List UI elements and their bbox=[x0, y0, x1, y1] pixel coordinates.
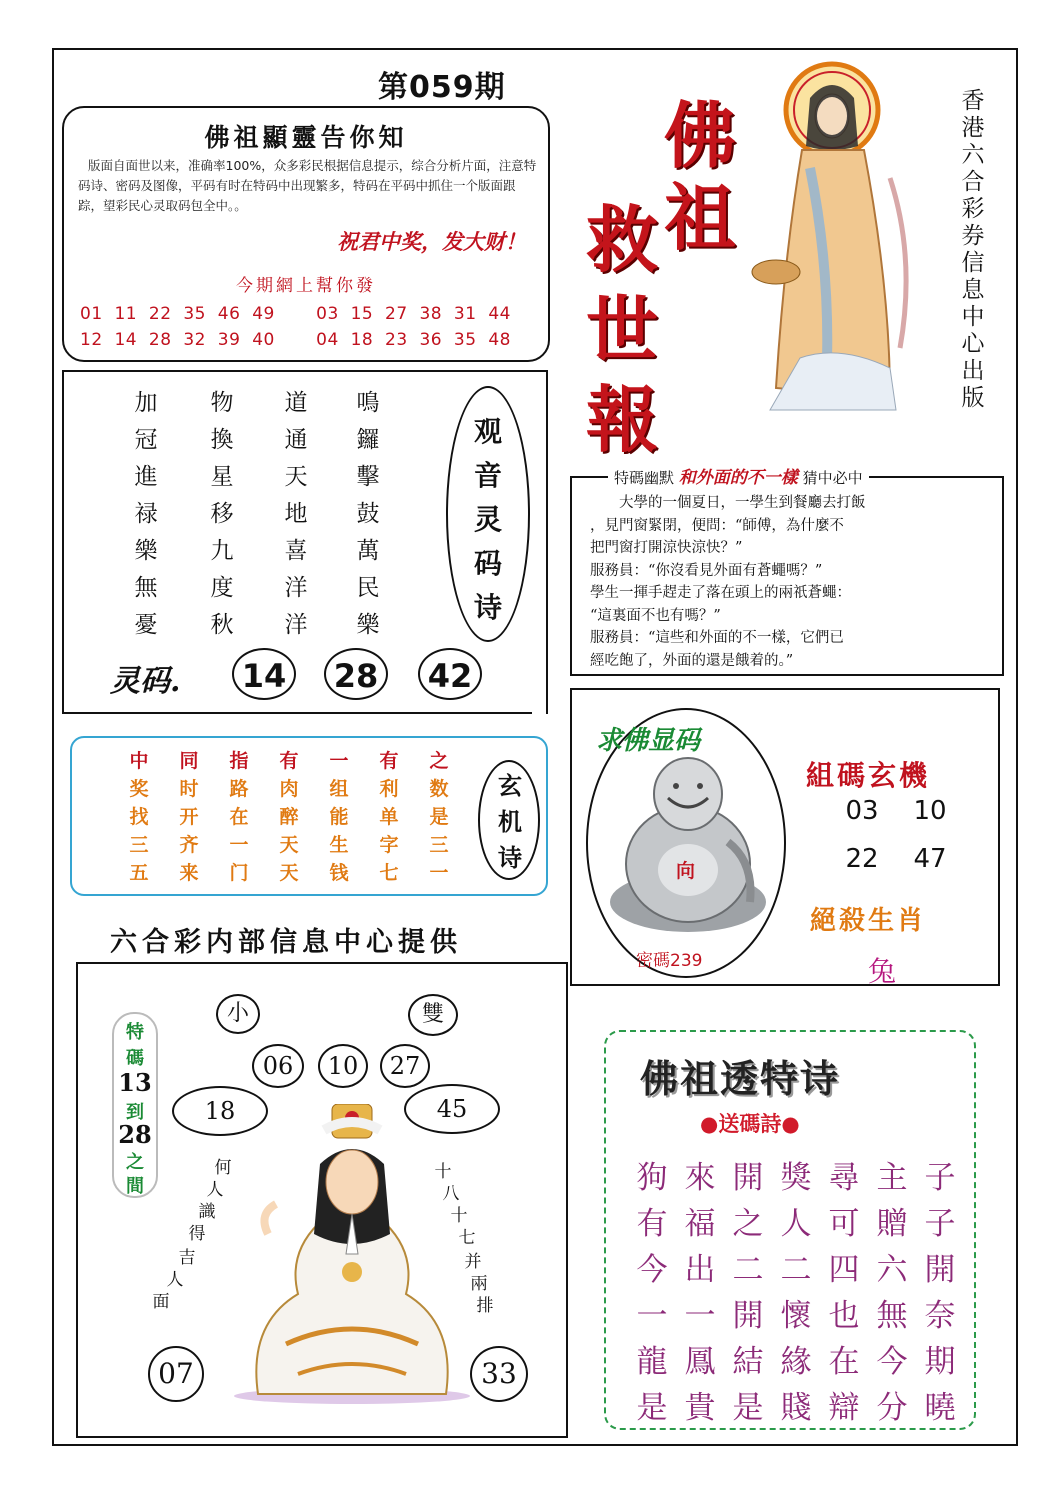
special-poem-char: 之 bbox=[732, 1206, 764, 1242]
special-poem-char: 今 bbox=[636, 1252, 668, 1288]
number-circle: 10 bbox=[318, 1044, 368, 1088]
poem-char: 通 bbox=[284, 427, 308, 453]
joke-label: 特碼幽默 bbox=[614, 469, 675, 487]
xuanji-char: 开 bbox=[179, 806, 199, 828]
joke-line: 經吃飽了，外面的還是餓着的。” bbox=[590, 652, 794, 669]
xuanji-char: 在 bbox=[229, 806, 249, 828]
title-char: 世 bbox=[586, 287, 659, 372]
secret-code: 密碼239 bbox=[636, 951, 703, 971]
poem-char: 萬 bbox=[356, 538, 380, 564]
xuanji-char: 路 bbox=[229, 778, 249, 800]
joke-line: “這裏面不也有嗎？” bbox=[590, 607, 721, 624]
number-oval: 45 bbox=[404, 1084, 500, 1134]
double-circle: 雙 bbox=[408, 994, 458, 1036]
xuanji-char: 门 bbox=[229, 862, 249, 884]
group-code-title: 組碼玄機 bbox=[806, 759, 931, 792]
title-char: 救 bbox=[586, 197, 659, 282]
xuanji-char: 一 bbox=[229, 834, 249, 856]
number-row-2: 12 14 28 32 39 40 04 18 23 36 35 48 bbox=[80, 330, 511, 350]
poem-char: 無 bbox=[134, 575, 158, 601]
poem-char: 鑼 bbox=[356, 427, 380, 453]
group-code-number: 10 bbox=[913, 796, 947, 826]
joke-line: 大學的一個夏日，一學生到餐廳去打飯 bbox=[590, 495, 866, 511]
poem-char: 換 bbox=[210, 427, 234, 453]
number-circle: 33 bbox=[470, 1346, 528, 1402]
special-poem-char: 賤 bbox=[780, 1390, 812, 1426]
poem-char: 禄 bbox=[134, 501, 158, 527]
special-poem-char: 龍 bbox=[636, 1344, 668, 1380]
poem-char: 冠 bbox=[134, 427, 158, 453]
poem-char: 秋 bbox=[210, 612, 234, 638]
xuanji-char: 有 bbox=[379, 750, 399, 772]
number-circle: 07 bbox=[148, 1346, 204, 1402]
phrase-char: 人 bbox=[206, 1180, 224, 1200]
joke-body bbox=[590, 492, 990, 672]
xuanji-char: 生 bbox=[329, 834, 349, 856]
poem-char: 民 bbox=[356, 575, 380, 601]
special-poem-char: 子 bbox=[924, 1206, 956, 1242]
poem-char: 洋 bbox=[284, 612, 308, 638]
lingma-number: 42 bbox=[418, 648, 482, 700]
xuanji-char: 奖 bbox=[129, 778, 149, 800]
xuanji-char: 找 bbox=[129, 806, 149, 828]
xuanji-char: 来 bbox=[179, 862, 199, 884]
number-oval: 18 bbox=[172, 1086, 268, 1136]
phrase-char: 識 bbox=[198, 1202, 216, 1222]
special-poem-char: 分 bbox=[876, 1390, 908, 1426]
group-code-number: 47 bbox=[913, 844, 947, 874]
xuanji-char: 是 bbox=[429, 806, 449, 828]
special-poem-char: 緣 bbox=[780, 1344, 812, 1380]
phrase-char: 吉 bbox=[178, 1248, 196, 1268]
poem-char: 天 bbox=[284, 464, 308, 490]
special-poem-char: 六 bbox=[876, 1252, 908, 1288]
special-poem-char: 無 bbox=[876, 1298, 908, 1334]
special-poem-char: 四 bbox=[828, 1252, 860, 1288]
phrase-char: 何 bbox=[214, 1158, 232, 1178]
title-char: 佛 bbox=[664, 93, 737, 178]
notice-title: 佛祖顯靈告你知 bbox=[204, 123, 408, 152]
special-poem-char: 主 bbox=[876, 1160, 908, 1196]
special-poem-char: 懷 bbox=[780, 1298, 812, 1334]
special-poem-char: 是 bbox=[636, 1390, 668, 1426]
special-poem-char: 二 bbox=[780, 1252, 812, 1288]
special-poem-char: 奈 bbox=[924, 1298, 956, 1334]
notice-box bbox=[62, 106, 550, 362]
xuanji-title-char: 玄 bbox=[498, 771, 522, 800]
notice-subtitle: 今期網上幫你發 bbox=[236, 276, 376, 296]
special-poem-char: 貴 bbox=[684, 1390, 716, 1426]
special-poem-char: 鳳 bbox=[684, 1344, 716, 1380]
special-poem-char: 在 bbox=[828, 1344, 860, 1380]
phrase-char: 并 bbox=[464, 1252, 482, 1272]
joke-line: 學生一揮手趕走了落在頭上的兩祇蒼蠅： bbox=[590, 585, 851, 601]
poem-char: 進 bbox=[134, 464, 158, 490]
xuanji-char: 天 bbox=[279, 862, 299, 884]
notice-wish: 祝君中奖，发大财！ bbox=[337, 230, 526, 254]
provider-line: 六合彩内部信息中心提供 bbox=[110, 927, 462, 958]
xuanji-char: 五 bbox=[129, 862, 149, 884]
issue-number: 第059期 bbox=[378, 70, 506, 105]
special-poem-char: 出 bbox=[684, 1252, 716, 1288]
xuanji-char: 七 bbox=[379, 862, 399, 884]
laughing-buddha-illustration bbox=[604, 752, 770, 936]
xuanji-char: 醉 bbox=[279, 806, 299, 828]
phrase-char: 七 bbox=[458, 1228, 476, 1248]
special-poem-char: 狗 bbox=[636, 1160, 668, 1196]
special-poem-title: 佛祖透特诗 bbox=[640, 1056, 841, 1101]
title-char: 祖 bbox=[664, 175, 737, 260]
xuanji-char: 肉 bbox=[279, 778, 299, 800]
special-poem-char: 獎 bbox=[780, 1160, 812, 1196]
buddha-char: 向 bbox=[676, 860, 696, 882]
group-code-number: 03 bbox=[845, 796, 879, 826]
lingma-label: 灵码. bbox=[110, 664, 181, 699]
publisher: 香港六合彩券信息中心出版 bbox=[961, 88, 985, 411]
poem-title-char: 灵 bbox=[473, 503, 502, 536]
poem-title-char: 诗 bbox=[473, 591, 502, 624]
special-poem-char: 一 bbox=[684, 1298, 716, 1334]
special-poem-char: 福 bbox=[684, 1206, 716, 1242]
poem-char: 樂 bbox=[134, 538, 158, 564]
tema-text: 到 bbox=[126, 1102, 144, 1123]
phrase-char: 八 bbox=[442, 1184, 460, 1204]
lingma-number: 14 bbox=[232, 648, 296, 700]
xuanji-char: 有 bbox=[279, 750, 299, 772]
xuanji-char: 之 bbox=[429, 750, 449, 772]
xuanji-title-char: 诗 bbox=[498, 843, 522, 872]
poem-char: 樂 bbox=[356, 612, 380, 638]
special-poem-char: 期 bbox=[924, 1344, 956, 1380]
xuanji-title-char: 机 bbox=[498, 807, 522, 836]
xuanji-char: 齐 bbox=[179, 834, 199, 856]
joke-line: 把門窗打開涼快涼快？” bbox=[590, 540, 743, 556]
poem-title-char: 音 bbox=[473, 459, 502, 492]
tema-text: 特 bbox=[126, 1022, 144, 1043]
poem-char: 地 bbox=[284, 501, 308, 527]
poem-char: 鼓 bbox=[356, 501, 380, 527]
poem-char: 加 bbox=[134, 390, 158, 416]
phrase-char: 面 bbox=[152, 1292, 170, 1312]
special-poem-char: 來 bbox=[684, 1160, 716, 1196]
phrase-char: 人 bbox=[166, 1270, 184, 1290]
special-poem-char: 開 bbox=[732, 1160, 764, 1196]
xuanji-char: 组 bbox=[329, 778, 349, 800]
number-row-1: 01 11 22 35 46 49 03 15 27 38 31 44 bbox=[80, 304, 511, 324]
special-poem-char: 開 bbox=[924, 1252, 956, 1288]
number-circle: 06 bbox=[252, 1044, 304, 1088]
xuanji-char: 同 bbox=[179, 750, 199, 772]
poem-char: 物 bbox=[210, 390, 234, 416]
joke-header bbox=[608, 463, 869, 488]
joke-suffix: 猜中必中 bbox=[802, 469, 863, 487]
tema-text: 13 bbox=[118, 1068, 152, 1097]
phrase-char: 兩 bbox=[470, 1274, 488, 1294]
number-circle: 27 bbox=[380, 1044, 430, 1088]
poem-char: 星 bbox=[210, 464, 234, 490]
special-poem-char: 也 bbox=[828, 1298, 860, 1334]
xuanji-char: 字 bbox=[379, 834, 399, 856]
xuanji-char: 时 bbox=[179, 778, 199, 800]
xuanji-char: 一 bbox=[429, 862, 449, 884]
special-poem-char: 一 bbox=[636, 1298, 668, 1334]
joke-line: ，見門窗緊閉，便問：“師傅，為什麼不 bbox=[590, 517, 844, 534]
xuanji-char: 天 bbox=[279, 834, 299, 856]
special-poem-char: 結 bbox=[732, 1344, 764, 1380]
divider bbox=[62, 712, 532, 714]
special-poem-char: 曉 bbox=[924, 1390, 956, 1426]
special-poem-char: 尋 bbox=[828, 1160, 860, 1196]
tema-text: 間 bbox=[126, 1176, 144, 1197]
phrase-char: 十 bbox=[450, 1206, 468, 1226]
guanyin-seated-illustration bbox=[228, 1104, 476, 1404]
kill-zodiac-value: 兔 bbox=[868, 955, 897, 988]
special-poem-char: 人 bbox=[780, 1206, 812, 1242]
kill-zodiac-title: 絕殺生肖 bbox=[810, 906, 927, 936]
xuanji-char: 能 bbox=[329, 806, 349, 828]
phrase-char: 得 bbox=[188, 1224, 206, 1244]
xuanji-char: 利 bbox=[379, 778, 399, 800]
special-poem-subtitle: ●送碼詩● bbox=[700, 1112, 800, 1136]
phrase-char: 十 bbox=[434, 1162, 452, 1182]
poem-char: 鳴 bbox=[356, 390, 380, 416]
xuanji-char: 中 bbox=[129, 750, 149, 772]
joke-line: 服務員：“這些和外面的不一樣，它們已 bbox=[590, 630, 844, 646]
poem-title-char: 码 bbox=[473, 547, 502, 580]
buddha-label: 求佛显码 bbox=[596, 726, 701, 756]
xuanji-char: 三 bbox=[129, 834, 149, 856]
special-poem-char: 有 bbox=[636, 1206, 668, 1242]
group-code-number: 22 bbox=[845, 844, 879, 874]
poem-char: 度 bbox=[210, 575, 234, 601]
phrase-char: 排 bbox=[476, 1296, 494, 1316]
special-poem-char: 開 bbox=[732, 1298, 764, 1334]
notice-body: 版面自面世以来，准确率100%，众多彩民根据信息提示，综合分析片面，注意特码诗、密码及图像，平码有时在特码中出现繁多，特码在平码中抓住一个版面跟踪，望彩民心灵取码包全中。。 bbox=[78, 158, 537, 213]
poem-char: 九 bbox=[210, 538, 234, 564]
poem-char: 移 bbox=[210, 501, 234, 527]
poem-char: 憂 bbox=[134, 612, 158, 638]
special-poem-char: 辯 bbox=[828, 1390, 860, 1426]
tema-text: 之 bbox=[126, 1152, 144, 1173]
tema-text: 28 bbox=[118, 1120, 152, 1149]
joke-line: 服務員：“你沒看見外面有蒼蠅嗎？” bbox=[590, 562, 823, 579]
xuanji-char: 钱 bbox=[329, 862, 349, 884]
poem-char: 洋 bbox=[284, 575, 308, 601]
special-poem-char: 二 bbox=[732, 1252, 764, 1288]
poem-char: 喜 bbox=[284, 538, 308, 564]
special-poem-char: 贈 bbox=[876, 1206, 908, 1242]
xuanji-char: 三 bbox=[429, 834, 449, 856]
poem-title-char: 观 bbox=[473, 415, 502, 448]
small-circle: 小 bbox=[216, 994, 260, 1034]
title-char: 報 bbox=[586, 377, 659, 462]
special-poem-char: 子 bbox=[924, 1160, 956, 1196]
lingma-number: 28 bbox=[324, 648, 388, 700]
xuanji-char: 指 bbox=[229, 750, 249, 772]
tema-text: 碼 bbox=[126, 1048, 144, 1069]
xuanji-char: 数 bbox=[429, 778, 449, 800]
xuanji-char: 一 bbox=[329, 750, 349, 772]
special-poem-char: 今 bbox=[876, 1344, 908, 1380]
poem-char: 道 bbox=[284, 390, 308, 416]
special-poem-char: 是 bbox=[732, 1390, 764, 1426]
special-poem-char: 可 bbox=[828, 1206, 860, 1242]
guanyin-standing-illustration bbox=[740, 58, 946, 428]
poem-char: 擊 bbox=[356, 464, 380, 490]
xuanji-char: 单 bbox=[379, 806, 399, 828]
joke-title: 和外面的不一樣 bbox=[678, 468, 798, 488]
